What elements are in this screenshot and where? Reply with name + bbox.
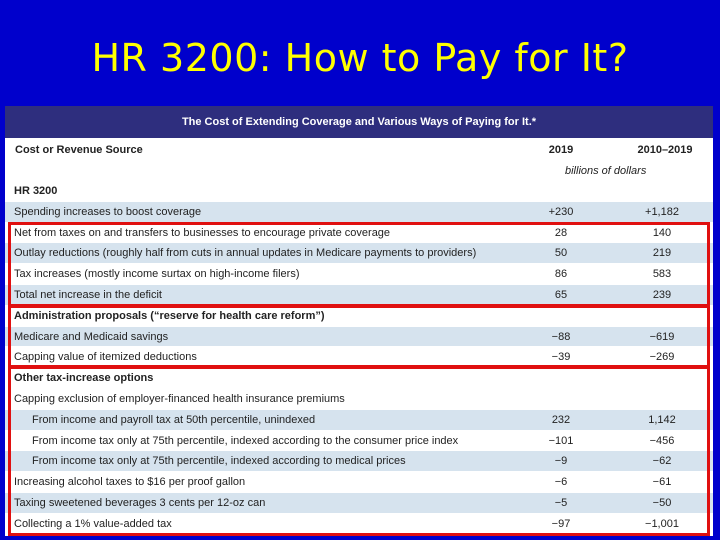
row-label: From income and payroll tax at 50th percentile, unindexed: [32, 413, 316, 426]
value-2010-2019: 140: [652, 226, 672, 239]
row-label: Outlay reductions (roughly half from cuts in annual updates in Medicare payments to providers): [14, 247, 477, 260]
table-row: [5, 389, 713, 410]
value-2019: 65: [554, 288, 568, 301]
column-header-2010-2019: 2010–2019: [637, 144, 693, 156]
slide-title: HR 3200: How to Pay for It?: [91, 36, 629, 80]
table-row: [5, 431, 713, 452]
table-row: [5, 451, 713, 472]
table-row: [5, 202, 713, 223]
table-row: [5, 347, 713, 368]
row-label: Spending increases to boost coverage: [14, 205, 202, 218]
column-header-source: Cost or Revenue Source: [15, 144, 143, 156]
value-2010-2019: 1,142: [648, 413, 676, 426]
value-2010-2019: −269: [649, 351, 675, 364]
table-row: [5, 493, 713, 514]
row-label: Medicare and Medicaid savings: [14, 330, 169, 343]
value-2010-2019: 219: [652, 247, 672, 260]
row-label: Other tax-increase options: [14, 372, 154, 385]
table-row: [5, 243, 713, 264]
table-row: [5, 327, 713, 348]
value-2019: −88: [551, 330, 571, 343]
value-2010-2019: −456: [649, 434, 675, 447]
row-label: HR 3200: [14, 185, 58, 197]
row-label: Capping exclusion of employer-financed health insurance premiums: [14, 392, 345, 405]
section-header-row: [5, 181, 713, 202]
value-2019: 28: [554, 226, 568, 239]
value-2010-2019: 583: [652, 268, 672, 281]
row-label: Increasing alcohol taxes to $16 per proof gallon: [14, 476, 246, 489]
column-header-2019: 2019: [548, 144, 574, 156]
row-label: Taxing sweetened beverages 3 cents per 12-oz can: [14, 496, 266, 509]
value-2019: −39: [551, 351, 571, 364]
value-2019: −9: [554, 455, 568, 468]
row-label: Total net increase in the deficit: [14, 288, 162, 301]
table-row: [5, 410, 713, 431]
value-2019: 232: [551, 413, 571, 426]
value-2010-2019: −619: [649, 330, 675, 343]
value-2019: 86: [554, 268, 568, 281]
section-header-row: [5, 368, 713, 389]
section-header-row: [5, 306, 713, 327]
value-2019: −101: [548, 434, 574, 447]
table-row: [5, 264, 713, 285]
row-label: Net from taxes on and transfers to businesses to encourage private coverage: [14, 226, 391, 239]
cost-table: [5, 106, 713, 536]
value-2010-2019: −61: [652, 476, 672, 489]
value-2010-2019: 239: [652, 288, 672, 301]
table-title: The Cost of Extending Coverage and Various Ways of Paying for It.*: [5, 106, 713, 138]
table-row: [5, 285, 713, 306]
row-label: From income tax only at 75th percentile, indexed according to the consumer price index: [32, 434, 459, 447]
value-2010-2019: −50: [652, 496, 672, 509]
row-label: Administration proposals (“reserve for health care reform”): [14, 309, 325, 322]
value-2019: −5: [554, 496, 568, 509]
table-row: [5, 223, 713, 244]
value-2010-2019: −62: [652, 455, 672, 468]
value-2019: −97: [551, 517, 571, 530]
value-2010-2019: −1,001: [645, 517, 679, 530]
unit-label: billions of dollars: [565, 165, 647, 177]
table-body: [5, 181, 713, 535]
table-header: [5, 138, 713, 183]
table-row: [5, 514, 713, 535]
row-label: Collecting a 1% value-added tax: [14, 517, 172, 530]
table-row: [5, 472, 713, 493]
value-2019: +230: [548, 205, 574, 218]
row-label: Capping value of itemized deductions: [14, 351, 197, 364]
value-2019: 50: [554, 247, 568, 260]
row-label: From income tax only at 75th percentile, indexed according to medical prices: [32, 455, 406, 468]
row-label: Tax increases (mostly income surtax on high-income filers): [14, 268, 300, 281]
value-2010-2019: +1,182: [645, 205, 679, 218]
value-2019: −6: [554, 476, 568, 489]
